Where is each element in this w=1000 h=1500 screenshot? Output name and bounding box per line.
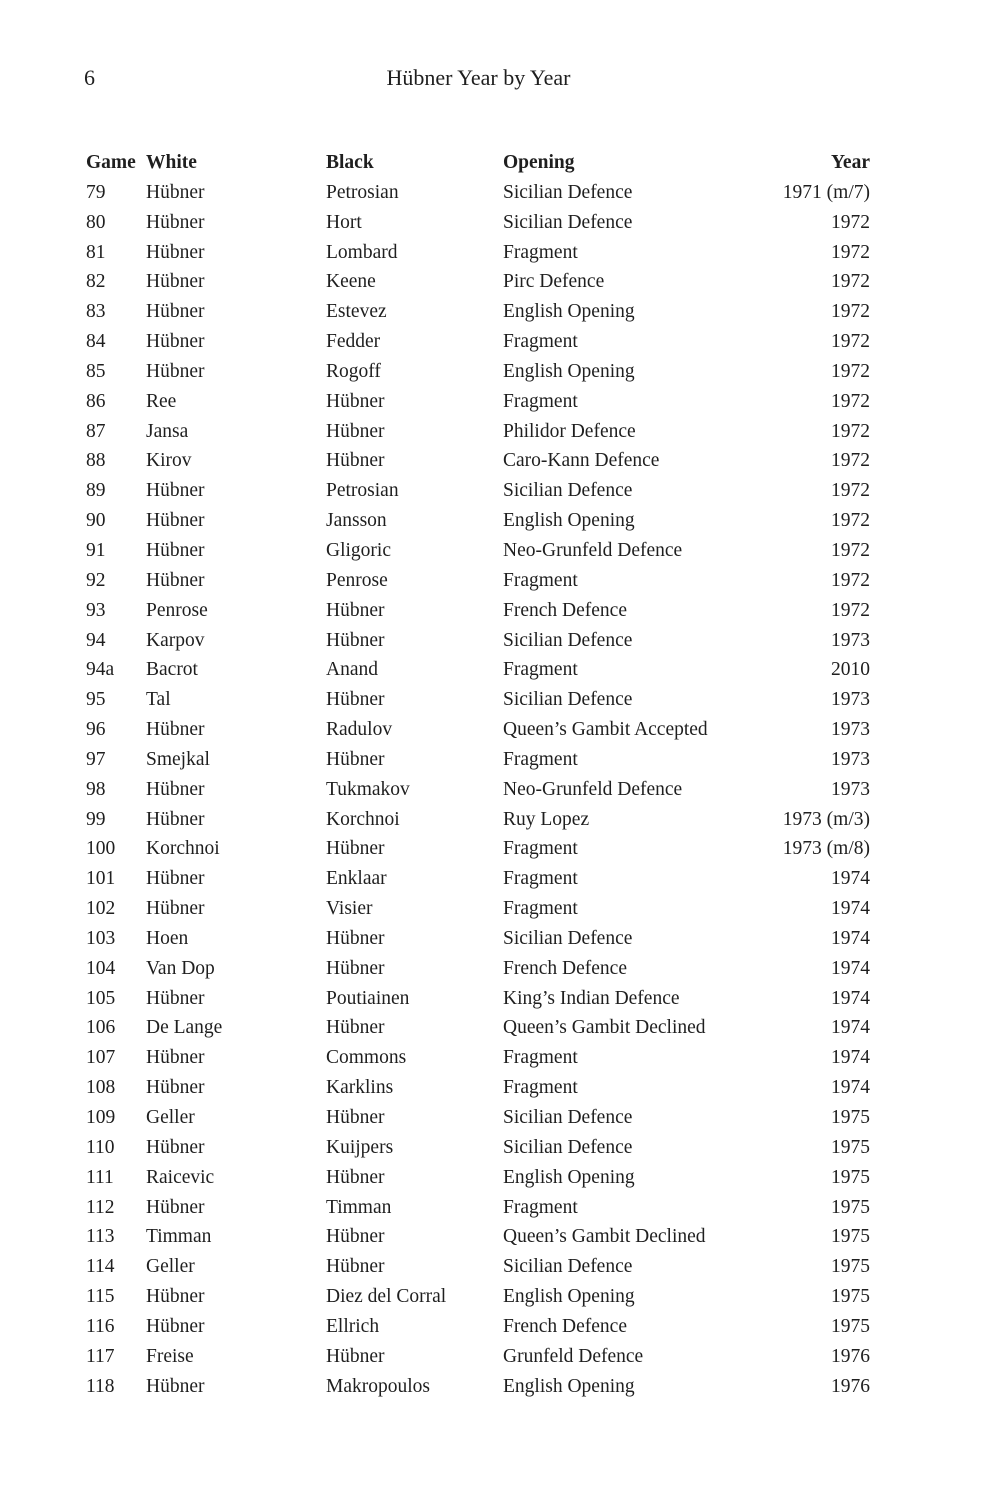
- black-player-cell: Tukmakov: [326, 778, 410, 800]
- table-row: [86, 178, 870, 208]
- table-row: [86, 745, 870, 775]
- game-number-cell: 88: [86, 450, 106, 472]
- table-row: [86, 984, 870, 1014]
- white-player-cell: Geller: [146, 1256, 195, 1278]
- opening-cell: Fragment: [503, 838, 578, 860]
- white-player-cell: Hübner: [146, 1077, 205, 1099]
- opening-cell: Sicilian Defence: [503, 1136, 633, 1158]
- table-row: [86, 446, 870, 476]
- year-cell: 1972: [831, 241, 870, 263]
- white-player-cell: Hübner: [146, 331, 205, 353]
- white-player-cell: Hübner: [146, 1047, 205, 1069]
- game-number-cell: 97: [86, 748, 106, 770]
- black-player-cell: Timman: [326, 1196, 392, 1218]
- white-player-cell: Hübner: [146, 569, 205, 591]
- column-header-year: Year: [831, 152, 870, 173]
- table-row: [86, 208, 870, 238]
- table-row: [86, 1222, 870, 1252]
- white-player-cell: Hübner: [146, 987, 205, 1009]
- year-cell: 1974: [831, 957, 870, 979]
- white-player-cell: Hübner: [146, 719, 205, 741]
- year-cell: 1973 (m/3): [782, 808, 870, 830]
- white-player-cell: Korchnoi: [146, 838, 220, 860]
- white-player-cell: Hübner: [146, 301, 205, 323]
- game-number-cell: 106: [86, 1017, 116, 1039]
- opening-cell: Sicilian Defence: [503, 181, 633, 203]
- table-row: [86, 626, 870, 656]
- opening-cell: English Opening: [503, 301, 635, 323]
- page-number: 6: [84, 65, 95, 90]
- table-row: [86, 506, 870, 536]
- game-number-cell: 79: [86, 181, 106, 203]
- table-row: [86, 267, 870, 297]
- year-cell: 1976: [831, 1375, 870, 1397]
- opening-cell: Philidor Defence: [503, 420, 636, 442]
- opening-cell: Grunfeld Defence: [503, 1345, 644, 1367]
- year-cell: 1975: [831, 1315, 870, 1337]
- opening-cell: Neo-Grunfeld Defence: [503, 539, 683, 561]
- opening-cell: King’s Indian Defence: [503, 987, 680, 1009]
- black-player-cell: Hübner: [326, 1107, 385, 1128]
- game-number-cell: 80: [86, 211, 106, 233]
- games-table: [86, 148, 870, 1401]
- table-row: [86, 894, 870, 924]
- black-player-cell: Korchnoi: [326, 808, 400, 830]
- opening-cell: Neo-Grunfeld Defence: [503, 778, 683, 800]
- table-row: [86, 1043, 870, 1073]
- opening-cell: Fragment: [503, 1077, 578, 1099]
- black-player-cell: Fedder: [326, 331, 381, 353]
- white-player-cell: Hübner: [146, 868, 205, 890]
- year-cell: 1973: [831, 748, 870, 770]
- table-row: [86, 1163, 870, 1193]
- opening-cell: Sicilian Defence: [503, 211, 633, 233]
- opening-cell: Fragment: [503, 868, 578, 890]
- year-cell: 1975: [831, 1286, 870, 1308]
- opening-cell: Sicilian Defence: [503, 1107, 633, 1128]
- game-number-cell: 99: [86, 808, 106, 830]
- opening-cell: Fragment: [503, 390, 578, 412]
- table-row: [86, 685, 870, 715]
- year-cell: 1971 (m/7): [782, 181, 870, 203]
- year-cell: 2010: [831, 659, 870, 681]
- column-header-game: Game: [86, 152, 136, 173]
- opening-cell: Sicilian Defence: [503, 689, 633, 711]
- table-row: [86, 596, 870, 626]
- opening-cell: Fragment: [503, 569, 578, 591]
- table-row: [86, 805, 870, 835]
- black-player-cell: Diez del Corral: [326, 1286, 447, 1308]
- opening-cell: French Defence: [503, 957, 627, 979]
- game-number-cell: 104: [86, 957, 116, 979]
- table-header-row: [86, 148, 870, 178]
- game-number-cell: 82: [86, 271, 106, 293]
- black-player-cell: Hübner: [326, 1226, 385, 1248]
- black-player-cell: Hort: [326, 211, 362, 233]
- black-player-cell: Karklins: [326, 1077, 394, 1099]
- white-player-cell: Hoen: [146, 927, 189, 949]
- opening-cell: Fragment: [503, 898, 578, 920]
- year-cell: 1975: [831, 1256, 870, 1278]
- white-player-cell: Hübner: [146, 808, 205, 830]
- game-number-cell: 93: [86, 599, 106, 621]
- table-row: [86, 1252, 870, 1282]
- table-row: [86, 775, 870, 805]
- opening-cell: French Defence: [503, 599, 627, 621]
- year-cell: 1972: [831, 301, 870, 323]
- white-player-cell: Hübner: [146, 539, 205, 561]
- running-title: Hübner Year by Year: [386, 65, 571, 90]
- year-cell: 1972: [831, 211, 870, 233]
- black-player-cell: Hübner: [326, 689, 385, 711]
- game-number-cell: 115: [86, 1286, 115, 1308]
- white-player-cell: Bacrot: [146, 659, 198, 681]
- table-row: [86, 417, 870, 447]
- black-player-cell: Petrosian: [326, 181, 399, 203]
- white-player-cell: Hübner: [146, 1315, 205, 1337]
- year-cell: 1974: [831, 1077, 870, 1099]
- year-cell: 1974: [831, 868, 870, 890]
- year-cell: 1974: [831, 1047, 870, 1069]
- black-player-cell: Petrosian: [326, 480, 399, 502]
- year-cell: 1972: [831, 480, 870, 502]
- black-player-cell: Hübner: [326, 748, 385, 770]
- opening-cell: Ruy Lopez: [503, 808, 590, 830]
- game-number-cell: 95: [86, 689, 106, 711]
- white-player-cell: De Lange: [146, 1017, 223, 1039]
- game-number-cell: 108: [86, 1077, 116, 1099]
- table-row: [86, 1133, 870, 1163]
- year-cell: 1972: [831, 569, 870, 591]
- opening-cell: English Opening: [503, 1166, 635, 1188]
- white-player-cell: Hübner: [146, 480, 205, 502]
- opening-cell: English Opening: [503, 1375, 635, 1397]
- opening-cell: French Defence: [503, 1315, 627, 1337]
- white-player-cell: Hübner: [146, 1375, 205, 1397]
- games-table-body: [86, 178, 870, 1402]
- game-number-cell: 107: [86, 1047, 116, 1069]
- opening-cell: Sicilian Defence: [503, 480, 633, 502]
- game-number-cell: 100: [86, 838, 116, 860]
- black-player-cell: Anand: [326, 659, 378, 681]
- white-player-cell: Raicevic: [146, 1166, 215, 1188]
- column-header-black: Black: [326, 152, 374, 173]
- opening-cell: Queen’s Gambit Accepted: [503, 719, 708, 741]
- table-row: [86, 1282, 870, 1312]
- white-player-cell: Geller: [146, 1107, 195, 1128]
- game-number-cell: 81: [86, 241, 106, 263]
- table-row: [86, 834, 870, 864]
- table-row: [86, 954, 870, 984]
- white-player-cell: Hübner: [146, 1196, 205, 1218]
- opening-cell: English Opening: [503, 510, 635, 532]
- black-player-cell: Hübner: [326, 1166, 385, 1188]
- opening-cell: Fragment: [503, 659, 578, 681]
- white-player-cell: Freise: [146, 1345, 194, 1367]
- black-player-cell: Rogoff: [326, 360, 381, 382]
- white-player-cell: Timman: [146, 1226, 212, 1248]
- game-number-cell: 102: [86, 898, 116, 920]
- black-player-cell: Hübner: [326, 838, 385, 860]
- game-number-cell: 96: [86, 719, 106, 741]
- year-cell: 1972: [831, 539, 870, 561]
- black-player-cell: Poutiainen: [326, 987, 410, 1009]
- game-number-cell: 85: [86, 360, 106, 382]
- table-row: [86, 655, 870, 685]
- black-player-cell: Keene: [326, 271, 376, 293]
- opening-cell: Fragment: [503, 1047, 578, 1069]
- game-number-cell: 112: [86, 1196, 115, 1218]
- game-number-cell: 101: [86, 868, 116, 890]
- white-player-cell: Hübner: [146, 510, 205, 532]
- black-player-cell: Hübner: [326, 1017, 385, 1039]
- white-player-cell: Tal: [146, 689, 171, 711]
- table-row: [86, 357, 870, 387]
- opening-cell: Fragment: [503, 1196, 578, 1218]
- game-number-cell: 111: [86, 1166, 114, 1188]
- opening-cell: Fragment: [503, 331, 578, 353]
- black-player-cell: Hübner: [326, 927, 385, 949]
- table-row: [86, 864, 870, 894]
- year-cell: 1972: [831, 450, 870, 472]
- year-cell: 1972: [831, 390, 870, 412]
- table-row: [86, 1193, 870, 1223]
- year-cell: 1976: [831, 1345, 870, 1367]
- black-player-cell: Hübner: [326, 390, 385, 412]
- year-cell: 1972: [831, 420, 870, 442]
- table-row: [86, 566, 870, 596]
- opening-cell: English Opening: [503, 1286, 635, 1308]
- black-player-cell: Hübner: [326, 420, 385, 442]
- game-number-cell: 94a: [86, 659, 115, 681]
- white-player-cell: Hübner: [146, 1136, 205, 1158]
- year-cell: 1972: [831, 331, 870, 353]
- table-row: [86, 924, 870, 954]
- white-player-cell: Kirov: [146, 450, 192, 472]
- year-cell: 1972: [831, 360, 870, 382]
- game-number-cell: 118: [86, 1375, 115, 1397]
- white-player-cell: Hübner: [146, 898, 205, 920]
- year-cell: 1974: [831, 987, 870, 1009]
- column-header-white: White: [146, 152, 197, 173]
- year-cell: 1975: [831, 1107, 870, 1128]
- year-cell: 1975: [831, 1166, 870, 1188]
- year-cell: 1975: [831, 1196, 870, 1218]
- black-player-cell: Gligoric: [326, 539, 391, 561]
- black-player-cell: Estevez: [326, 301, 387, 323]
- opening-cell: Fragment: [503, 241, 578, 263]
- table-row: [86, 238, 870, 268]
- white-player-cell: Hübner: [146, 181, 205, 203]
- opening-cell: Pirc Defence: [503, 271, 605, 293]
- black-player-cell: Commons: [326, 1047, 407, 1069]
- black-player-cell: Makropoulos: [326, 1375, 430, 1397]
- opening-cell: Sicilian Defence: [503, 629, 633, 651]
- game-number-cell: 113: [86, 1226, 115, 1248]
- white-player-cell: Penrose: [146, 599, 208, 621]
- opening-cell: Queen’s Gambit Declined: [503, 1017, 706, 1039]
- game-number-cell: 86: [86, 390, 106, 412]
- white-player-cell: Hübner: [146, 241, 205, 263]
- year-cell: 1974: [831, 927, 870, 949]
- game-number-cell: 117: [86, 1345, 115, 1367]
- game-number-cell: 103: [86, 927, 116, 949]
- game-number-cell: 109: [86, 1107, 116, 1128]
- white-player-cell: Hübner: [146, 360, 205, 382]
- game-number-cell: 94: [86, 629, 106, 651]
- black-player-cell: Hübner: [326, 450, 385, 472]
- year-cell: 1975: [831, 1136, 870, 1158]
- opening-cell: Sicilian Defence: [503, 1256, 633, 1278]
- black-player-cell: Lombard: [326, 241, 398, 263]
- game-number-cell: 92: [86, 569, 106, 591]
- opening-cell: English Opening: [503, 360, 635, 382]
- game-number-cell: 105: [86, 987, 116, 1009]
- game-number-cell: 114: [86, 1256, 115, 1278]
- white-player-cell: Hübner: [146, 778, 205, 800]
- table-row: [86, 297, 870, 327]
- game-number-cell: 98: [86, 778, 106, 800]
- year-cell: 1974: [831, 898, 870, 920]
- year-cell: 1973 (m/8): [782, 838, 870, 860]
- game-number-cell: 90: [86, 510, 106, 532]
- black-player-cell: Jansson: [326, 510, 387, 532]
- game-number-cell: 83: [86, 301, 106, 323]
- black-player-cell: Hübner: [326, 629, 385, 651]
- table-row: [86, 536, 870, 566]
- black-player-cell: Visier: [326, 898, 373, 920]
- table-row: [86, 1073, 870, 1103]
- game-number-cell: 116: [86, 1315, 115, 1337]
- white-player-cell: Hübner: [146, 271, 205, 293]
- white-player-cell: Ree: [146, 390, 177, 412]
- year-cell: 1973: [831, 778, 870, 800]
- opening-cell: Sicilian Defence: [503, 927, 633, 949]
- black-player-cell: Hübner: [326, 957, 385, 979]
- column-header-opening: Opening: [503, 152, 575, 173]
- table-row: [86, 1372, 870, 1402]
- table-row: [86, 387, 870, 417]
- year-cell: 1974: [831, 1017, 870, 1039]
- black-player-cell: Kuijpers: [326, 1136, 394, 1158]
- table-row: [86, 1342, 870, 1372]
- black-player-cell: Hübner: [326, 1345, 385, 1367]
- year-cell: 1972: [831, 599, 870, 621]
- year-cell: 1973: [831, 689, 870, 711]
- black-player-cell: Ellrich: [326, 1315, 380, 1337]
- white-player-cell: Karpov: [146, 629, 205, 651]
- white-player-cell: Hübner: [146, 1286, 205, 1308]
- table-row: [86, 1103, 870, 1133]
- year-cell: 1972: [831, 271, 870, 293]
- year-cell: 1972: [831, 510, 870, 532]
- year-cell: 1973: [831, 629, 870, 651]
- game-number-cell: 87: [86, 420, 106, 442]
- white-player-cell: Smejkal: [146, 748, 210, 770]
- table-row: [86, 1013, 870, 1043]
- game-number-cell: 110: [86, 1136, 115, 1158]
- black-player-cell: Hübner: [326, 599, 385, 621]
- white-player-cell: Jansa: [146, 420, 189, 442]
- white-player-cell: Hübner: [146, 211, 205, 233]
- table-row: [86, 1312, 870, 1342]
- black-player-cell: Hübner: [326, 1256, 385, 1278]
- black-player-cell: Penrose: [326, 569, 388, 591]
- game-number-cell: 84: [86, 331, 106, 353]
- table-row: [86, 327, 870, 357]
- black-player-cell: Enklaar: [326, 868, 387, 890]
- game-number-cell: 91: [86, 539, 106, 561]
- black-player-cell: Radulov: [326, 719, 393, 741]
- white-player-cell: Van Dop: [146, 957, 215, 979]
- table-row: [86, 476, 870, 506]
- game-number-cell: 89: [86, 480, 106, 502]
- year-cell: 1975: [831, 1226, 870, 1248]
- opening-cell: Caro-Kann Defence: [503, 450, 660, 472]
- table-row: [86, 715, 870, 745]
- opening-cell: Queen’s Gambit Declined: [503, 1226, 706, 1248]
- year-cell: 1973: [831, 719, 870, 741]
- opening-cell: Fragment: [503, 748, 578, 770]
